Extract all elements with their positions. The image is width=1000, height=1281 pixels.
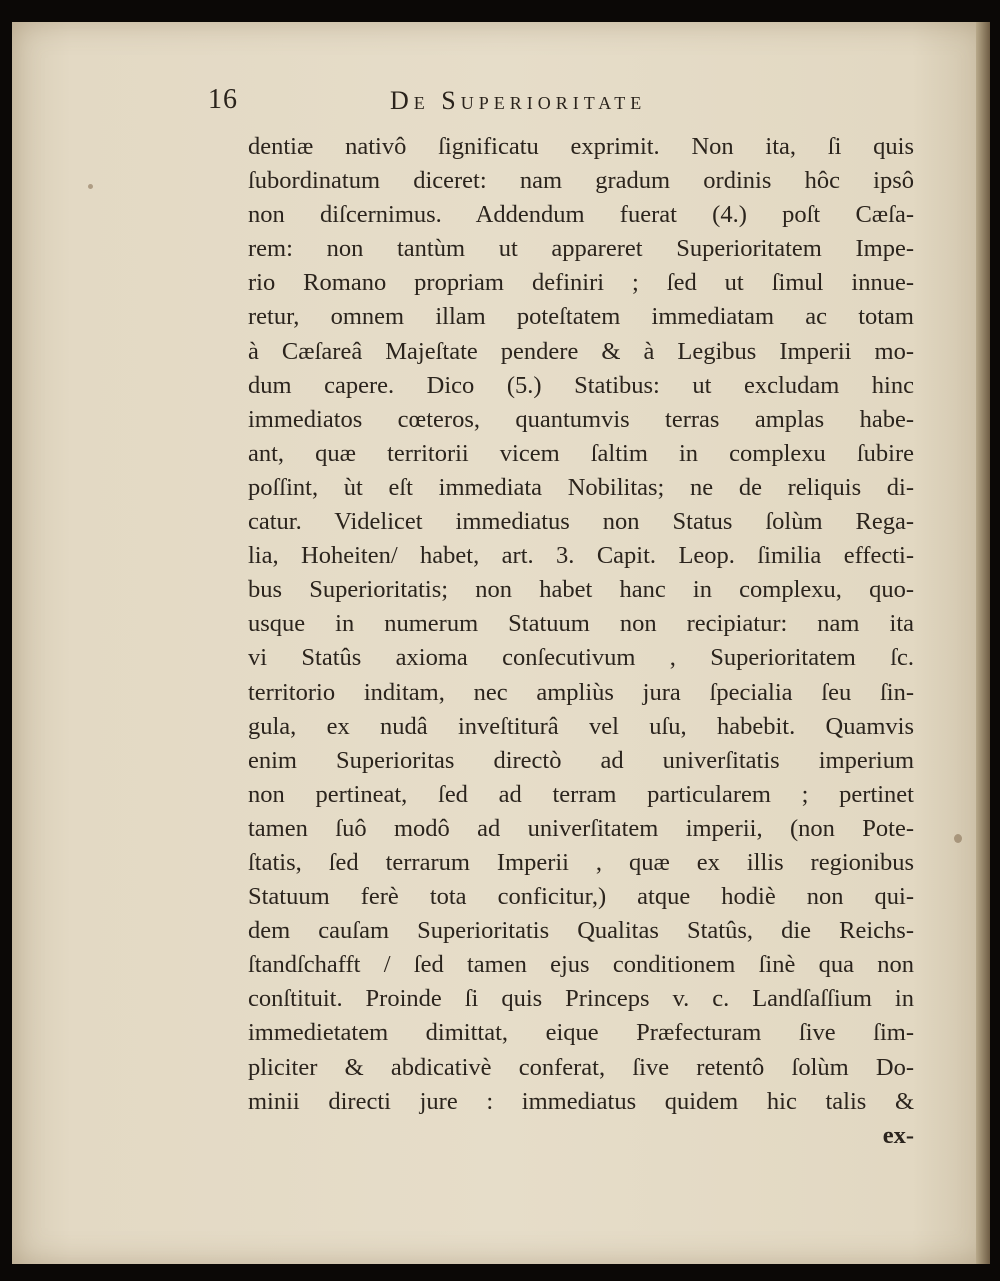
text-line: immediatos cœteros, quantumvis terras amplas habe-: [248, 405, 914, 433]
text-line: dum capere. Dico (5.) Statibus: ut excludam hinc: [248, 371, 914, 399]
paper-blemish: [88, 184, 93, 189]
text-line: immedietatem dimittat, eique Præfecturam ſive ſim-: [248, 1019, 914, 1047]
text-line: gula, ex nudâ inveſtiturâ vel uſu, habebit. Quamvis: [248, 712, 914, 740]
text-line: tamen ſuô modô ad univerſitatem imperii, (non Pote-: [248, 814, 914, 842]
text-line: usque in numerum Statuum non recipiatur: nam ita: [248, 610, 914, 638]
text-line: dentiæ nativô ſignificatu exprimit. Non ita, ſi quis: [248, 133, 914, 160]
text-line: ſtatis, ſed terrarum Imperii , quæ ex illis regionibus: [248, 848, 914, 876]
paper-blemish: [954, 834, 962, 843]
text-line: enim Superioritas directò ad univerſitatis imperium: [248, 746, 914, 774]
text-line: à Cæſareâ Majeſtate pendere & à Legibus Imperii mo-: [248, 337, 914, 365]
text-line: pliciter & abdicativè conferat, ſive retentô ſolùm Do-: [248, 1053, 914, 1081]
text-line: rio Romano propriam definiri ; ſed ut ſimul innue-: [248, 269, 914, 297]
book-page: [12, 22, 990, 1264]
text-line: ant, quæ territorii vicem ſaltim in complexu ſubire: [248, 439, 914, 467]
text-line: conſtituit. Proinde ſi quis Princeps v. c. Landſaſſium in: [248, 985, 914, 1013]
text-line: minii directi jure : immediatus quidem hic talis &: [248, 1087, 914, 1115]
running-title: De Superioritate: [390, 86, 647, 115]
page-number: 16: [208, 84, 238, 115]
text-line: retur, omnem illam poteſtatem immediatam ac totam: [248, 303, 914, 331]
page-fore-edge: [976, 22, 990, 1264]
text-line: dem cauſam Superioritatis Qualitas Statûs, die Reichs-: [248, 917, 914, 945]
text-line: Statuum ferè tota conficitur,) atque hodiè non qui-: [248, 883, 914, 911]
text-line: catur. Videlicet immediatus non Status ſolùm Rega-: [248, 508, 914, 536]
running-head: [12, 84, 990, 124]
text-line: non diſcernimus. Addendum fuerat (4.) poſt Cæſa-: [248, 201, 914, 229]
text-line: bus Superioritatis; non habet hanc in complexu, quo-: [248, 576, 914, 604]
text-line: territorio inditam, nec ampliùs jura ſpecialia ſeu ſin-: [248, 678, 914, 706]
text-line: ſtandſchafft / ſed tamen ejus conditionem ſinè qua non: [248, 951, 914, 979]
text-line: ſubordinatum diceret: nam gradum ordinis hôc ipsô: [248, 167, 914, 195]
text-line: rem: non tantùm ut appareret Superioritatem Impe-: [248, 235, 914, 263]
body-text: [248, 130, 914, 1153]
catchword: ex-: [882, 1121, 914, 1149]
text-line: non pertineat, ſed ad terram particularem ; pertinet: [248, 780, 914, 808]
text-line: lia, Hoheiten/ habet, art. 3. Capit. Leop. ſimilia effecti-: [248, 542, 914, 570]
text-line: poſſint, ùt eſt immediata Nobilitas; ne de reliquis di-: [248, 473, 914, 501]
text-line: vi Statûs axioma conſecutivum , Superioritatem ſc.: [248, 644, 914, 672]
